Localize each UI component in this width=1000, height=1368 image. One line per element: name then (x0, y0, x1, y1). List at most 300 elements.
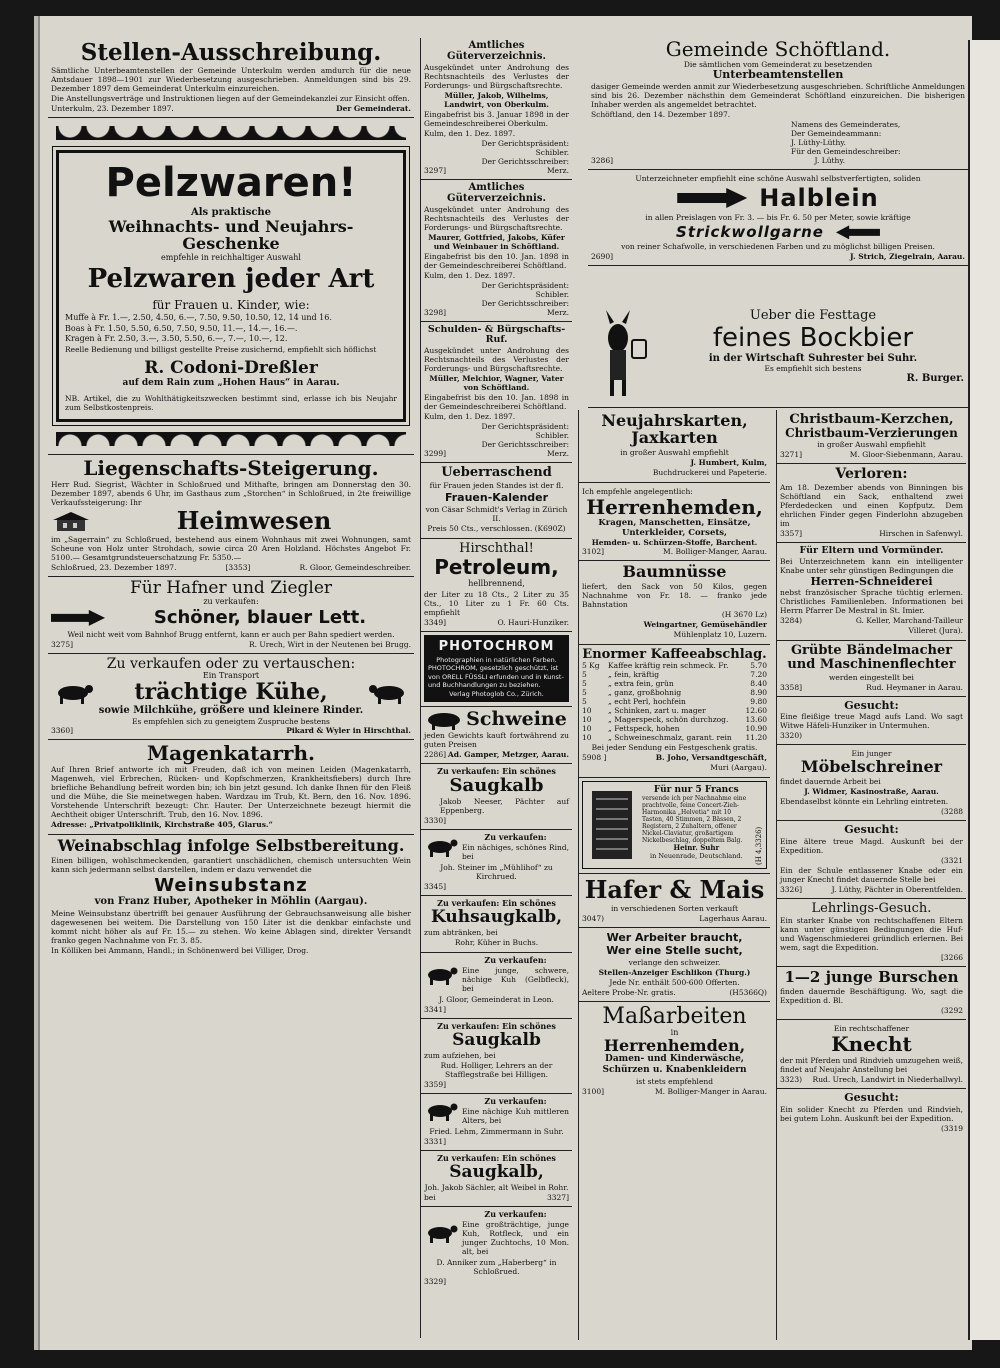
ad-number: (3288 (940, 807, 963, 817)
cow-icon (424, 1101, 458, 1121)
ad-head: Zu verkaufen: (484, 831, 547, 842)
ad-big: Unterbeamtenstellen (712, 68, 844, 81)
ad-body: in allen Preislagen von Fr. 3. — bis Fr. 6. 50 per Meter, sowie kräftige (645, 213, 911, 223)
ad-title: Magenkatarrh. (147, 740, 315, 765)
ad-rind (421, 830, 572, 897)
ad-title: Ueberraschend (441, 464, 552, 480)
price-item: „ Fettspeck, hohen (608, 724, 680, 734)
ad-body: Ausgekündet unter Androhung des Rechtsnachteils des Verlustes der Forderungs- und Bürgschaftsrechte. (424, 345, 569, 373)
price-row (582, 670, 767, 679)
ad-item: Schürzen u. Knabenkleidern (602, 1065, 747, 1076)
ad-signature: Rohr, Küher in Buchs. (454, 937, 539, 947)
ad-item: Damen- und Kinderwäsche, (605, 1054, 744, 1065)
ad-number: 2690] (591, 252, 614, 262)
ad-title: Gesucht: (844, 698, 899, 712)
ad-signature: G. Keller, Marchand-Tailleur (855, 616, 963, 626)
ad-halblein (588, 170, 968, 267)
ad-title: Gesucht: (844, 823, 899, 837)
ad-kuehe (48, 654, 414, 740)
ad-sub: empfehle in reichhaltiger Auswahl (161, 252, 301, 262)
price-value: 8.40 (750, 679, 767, 689)
ad-number: 3358] (780, 682, 803, 692)
ad-number: 3329] (424, 1277, 447, 1287)
ad-signature: Weingartner, Gemüsehändler (643, 619, 767, 629)
ad-kuhsaugkalb (421, 896, 572, 952)
ad-number: 3284) (780, 616, 803, 626)
price-table (582, 661, 767, 742)
ad-place: Schloßrued, 23. Dezember 1897. (51, 562, 177, 572)
ad-number: [3266 (940, 953, 963, 963)
ad-number: 5908 ] (582, 753, 607, 763)
ad-body: zum abtränken, bei (424, 927, 498, 937)
ad-title: Hirschthal! (459, 540, 534, 556)
ad-sub: Ein Transport (202, 671, 260, 681)
ad-big: Möbelschreiner (800, 757, 943, 777)
cow-icon (424, 837, 458, 857)
signature-name: Merz. (546, 308, 569, 317)
ad-signature: Ad. Gamper, Metzger, Aarau. (447, 750, 569, 760)
ad-big: Grübte Bändelmacher und Maschinenflechter (787, 643, 956, 673)
ad-herrenhemden (579, 483, 770, 561)
ad-body: Die sämtlichen vom Gemeinderat zu besetzenden (683, 60, 873, 69)
ad-baendelmacher (777, 641, 966, 696)
pointing-hand-icon (51, 610, 105, 626)
ad-big: trächtige Kühe, (134, 679, 328, 706)
ad-address: Adresse: „Privatpoliklinik, Kirchstraße 405, Glarus.“ (51, 819, 273, 829)
ad-title: Baumnüsse (622, 561, 727, 581)
ad-big: Saugkalb (452, 1029, 541, 1050)
ad-body: von Cäsar Schmidt's Verlag in Zürich II. (425, 504, 568, 523)
ad-signature: Joh. Steiner im „Mühlihof“ zu Kirchrued. (440, 863, 553, 882)
ad-body: Eine ältere treue Magd. Auskunft bei der Expedition. (780, 836, 963, 855)
ad-number: 3320) (780, 731, 803, 741)
ad-big: Pelzwaren jeder Art (87, 264, 375, 295)
ad-sub: hellbrennend, (468, 579, 525, 589)
ad-knecht (777, 1020, 966, 1089)
ad-title: Wer eine Stelle sucht, (606, 943, 743, 957)
ad-number: 3360] (51, 725, 74, 735)
ad-body: Die Anstellungsverträge und Instruktionen liegen auf der Gemeindekanzlei zur Einsicht offen. (51, 94, 410, 104)
ad-saugkalb-3 (421, 1151, 572, 1206)
ad-signature: B. Joho, Versandtgeschäft, (655, 753, 767, 763)
ad-number: 3286] (591, 155, 614, 165)
price-row (582, 697, 767, 706)
ad-signature: R. Gloor, Gemeindeschreiber. (299, 562, 411, 572)
price-row (582, 688, 767, 697)
ad-title: Schweine (466, 708, 567, 731)
ad-head: Zu verkaufen: Ein schönes (437, 1021, 556, 1032)
ad-title: Wer Arbeiter braucht, (606, 930, 743, 944)
ad-big: Herrenhemden, (586, 494, 763, 519)
goat-figure-icon (588, 308, 658, 400)
ad-body: der mit Pferden und Rindvieh umzugehen weiß, findet auf Neujahr Anstellung bei (780, 1056, 963, 1074)
signature-name: Schibler. (535, 290, 569, 299)
ad-signature: Rud. Heymaner in Aarau. (866, 682, 963, 692)
ad-lehrlings-gesuch (777, 899, 966, 968)
ad-note: NB. Artikel, die zu Wohlthätigkeitszwecken bestimmt sind, erlasse ich bis Neujahr zum Selbstkostenpreis. (65, 394, 397, 413)
ornament-border (56, 126, 406, 140)
ad-body: Eine nächige Kuh mittleren Alters, bei (462, 1107, 569, 1126)
ad-number: (3292 (940, 1006, 963, 1015)
price-item: Kaffee kräftig rein schmeck. Fr. (608, 661, 729, 671)
ad-big: 1—2 junge Burschen (784, 968, 959, 987)
ad-photochrom (421, 632, 572, 707)
ad-number: 3299] (424, 448, 447, 458)
ad-title: Schulden- & Bürgschafts-Ruf. (427, 324, 566, 345)
ad-big: Kuhsaugkalb, (430, 906, 562, 927)
ad-baumnuesse (579, 561, 770, 645)
ad-signature: Heinr. Suhr (673, 843, 720, 853)
ad-body: findet dauernde Arbeit bei (780, 777, 881, 787)
ad-body: Preis 50 Cts., verschlossen. (K690Z) (427, 523, 566, 533)
ad-body: in der Wirtschaft Suhrester bei Suhr. (708, 353, 918, 364)
ad-code: (H 3670 Lz) (721, 609, 767, 619)
price-item: „ extra fein, grün (608, 679, 674, 689)
ad-body: jeden Gewichts kauft fortwährend zu guten Preisen (424, 731, 569, 750)
ad-body: versende ich per Nachnahme eine prachtvolle, feine Concert-Zieh-Harmonika „Helvetia“ mit 10 Tasten, 40 Stimmen, 2 Bässen, 2 Registern, 2 Zuhaltern, offener Nickel-Claviatur, großartigem Nickelbeschlag, doppeltem Balg. (642, 795, 747, 844)
ad-item: Hemden- u. Schürzen-Stoffe, Barchent. (591, 537, 758, 547)
signature-name: Merz. (546, 448, 569, 458)
ad-saugkalb-1 (421, 764, 572, 829)
ad-signature: R. Urech, Wirt in der Neutenen bei Brugg. (248, 639, 411, 649)
ad-code: (H 4,3326) (754, 827, 763, 866)
ad-body: in verschiedenen Sorten verkauft (610, 903, 739, 913)
ad-head: Zu verkaufen: (484, 1095, 547, 1106)
ad-place: Kulm, den 1. Dez. 1897. (424, 271, 516, 280)
ad-number: 2286] (424, 750, 447, 760)
ad-signature: D. Anniker zum „Haberberg“ in Schloßrued. (436, 1258, 557, 1277)
signature-role: Der Gerichtsschreiber: (481, 157, 569, 166)
ad-big: feines Bockbier (712, 323, 914, 353)
ad-title: Liegenschafts-Steigerung. (83, 456, 379, 481)
ad-body: Auf Ihren Brief antworte ich mit Freuden, daß ich von meinen Leiden (Magenkatarrh, Magenweh, viel Erbrechen, Rücken- und Kopfschmerzen, Krankheitsfiebers) durch Ihre briefliche Behandlung befreit worden bin; ich bin jetzt gesund. Ich danke Ihnen für den Fleiß und die Mühe, die Sie meinetwegen haben. Wardzau im Trub, Kt. Bern, den 16. Nov. 1896. Vorstehende Unterschrift bezeugt: Chr. Hauter. Der Unterzeichnete bezeugt hiermit die Aechtheit obiger Unterschrift. Trub, den 16. Nov. 1896. (51, 764, 411, 819)
ad-signature: M. Bolliger-Manger in Aarau. (655, 1087, 767, 1097)
ad-body: Ausgekündet unter Androhung des Rechtsnachteils des Verlustes der Forderungs- und Bürgschaftsrechte. (424, 205, 569, 232)
price-qty: 10 (582, 715, 592, 725)
price-qty: 5 (582, 670, 587, 680)
signature-role: Der Gerichtspräsident: (481, 139, 569, 148)
ad-body: Sämtliche Unterbeamtenstellen der Gemeinde Unterkulm werden amdurch für die neue Amtsdauer 1898—1901 zur Wiederbesetzung ausgeschrieben. Anmeldungen sind bis 29. Dezember 1897 dem Gemeinderat Unterkulm einzureichen. (51, 66, 411, 94)
ad-big: Saugkalb (449, 774, 544, 796)
ad-title: Verloren: (835, 466, 908, 483)
ad-body: sowie Milchkühe, größere und kleinere Rinder. (98, 704, 364, 716)
ad-gesucht-knecht (777, 1089, 966, 1137)
ad-signature: R. Burger. (906, 373, 964, 384)
ad-hafner-ziegler (48, 577, 414, 654)
ad-title: Pelzwaren! (105, 160, 357, 207)
ad-head: Zu verkaufen: Ein schönes (437, 766, 556, 777)
ad-petroleum (421, 539, 572, 632)
ad-big: Herren-Schneiderei (810, 574, 933, 588)
ad-zuchtochs (421, 1207, 572, 1291)
ad-body: Ich empfehle angelegentlich: (582, 486, 693, 496)
price-value: 7.20 (750, 670, 767, 680)
price-item: „ echt Perl, hochfein (608, 697, 686, 707)
price-value: 13.60 (745, 715, 767, 725)
price-qty: 5 (582, 697, 587, 707)
ad-number: 3100] (582, 1087, 605, 1097)
ad-signature: Joh. Jakob Sächler, alt Weibel in Rohr. (424, 1182, 569, 1192)
ad-number: 3349] (424, 618, 447, 627)
ad-title: Jaxkarten (631, 427, 718, 447)
pointing-hand-icon (677, 188, 747, 208)
price-item: „ fein, kräftig (608, 670, 660, 680)
ad-kaffeeabschlag (579, 645, 770, 779)
ad-body: zum aufziehen, bei (424, 1050, 496, 1060)
ad-title: Christbaum-Verzierungen (785, 425, 958, 440)
ad-neujahrskarten (579, 410, 770, 483)
ad-signature: J. Lüthy, Pächter in Oberentfelden. (831, 884, 963, 894)
ad-aeltere-magd (777, 821, 966, 899)
ad-sub: Als praktische (190, 207, 272, 219)
ad-body: Bei jeder Sendung ein Festgeschenk gratis. (591, 743, 758, 753)
ad-signature: Der Gemeinderat. (336, 104, 411, 114)
price-qty: 5 Kg (582, 661, 600, 671)
ornament-border (56, 432, 406, 446)
ad-number: 3298] (424, 308, 447, 317)
ad-weinabschlag (48, 835, 414, 960)
ad-big: Strickwollgarne (676, 223, 824, 242)
ad-hafer-mais (579, 874, 770, 927)
signature-role: Der Gerichtsschreiber: (481, 439, 569, 449)
price-row (582, 706, 767, 715)
ad-kuh-mittleren-alters (421, 1094, 572, 1152)
price-item: „ ganz, großbohnig (608, 688, 682, 698)
ad-body: Ein starker Knabe von rechtschaffenen Eltern kann unter günstigen Bedingungen die Huf- und Wagenschmiederei gründlich erlernen. Bei wem, sagt die Expedition. (780, 916, 963, 953)
ad-number: 3102] (582, 546, 605, 556)
ad-signature: Hirschen in Safenwyl. (879, 528, 963, 538)
ad-name: Müller, Melchior, Wagner, Vater von Schöftland. (429, 373, 564, 392)
ad-title: Amtliches Güterverzeichnis. (447, 40, 546, 62)
ad-head: Zu verkaufen: Ein schönes (437, 1153, 556, 1164)
ad-number: [3353] (225, 562, 251, 572)
column-1 (48, 38, 414, 1338)
ad-number: 3330] (424, 815, 447, 825)
ad-sub: von Franz Huber, Apotheker in Möhlin (Aargau). (94, 896, 368, 908)
ad-body: Stellen-Anzeiger Eschlikon (Thurg.) (598, 967, 751, 977)
ad-junge-burschen (777, 967, 966, 1020)
ad-title: Hafer & Mais (584, 875, 765, 905)
price-item: „ Schweineschmalz, garant. rein (608, 733, 732, 743)
ad-item: Unterkleider, Corsets, (621, 527, 728, 538)
ad-body: Es empfehlen sich zu geneigtem Zuspruche bestens (132, 716, 330, 726)
ad-signature: Lagerhaus Aarau. (699, 913, 767, 923)
ad-title: Christbaum-Kerzchen, (789, 412, 954, 427)
ad-big: Heimwesen (176, 506, 332, 536)
ad-big: Petroleum, (434, 555, 559, 580)
ad-signature: Fried. Lehm, Zimmermann in Suhr. (429, 1127, 564, 1137)
price-value: 9.80 (750, 697, 767, 707)
ad-kuh-gelbfleck (421, 953, 572, 1020)
ad-signature: Mühlenplatz 10, Luzern. (673, 629, 767, 639)
ad-big: Halblein (759, 183, 879, 212)
ad-number: 3357] (780, 528, 803, 538)
cow-icon (424, 1223, 458, 1243)
ad-number: 3047) (582, 913, 605, 923)
ad-body: Eingabefrist bis 3. Januar 1898 in der Gemeindeschreiberei Oberkulm. (424, 110, 569, 128)
house-icon (51, 510, 91, 532)
ad-christbaum (777, 410, 966, 464)
ad-body: Eine junge, schwere, nächige Kuh (Gelbfleck), bei (462, 966, 569, 994)
ad-signature: Buchdruckerei und Papeterie. (652, 467, 767, 477)
ad-body: Ein nächiges, schönes Rind, bei (462, 843, 569, 862)
ad-body: Ein rechtschaffener (833, 1024, 910, 1033)
ad-massarbeiten (579, 1002, 770, 1100)
ad-gueterverzeichnis-1 (421, 38, 572, 180)
ad-title: Zu verkaufen oder zu vertauschen: (106, 655, 356, 672)
ad-body: PHOTOCHROM, gesetzlich geschützt, ist von ORELL FÜSSLI erfunden und in Kunst- und Buchhandlungen zu beziehen. (428, 664, 564, 690)
price-row (582, 733, 767, 742)
ad-body: nebst französischer Sprache tüchtig erlernen. Christliches Familienleben. Informationen bei Herrn Pfarrer De Mestral in St. Imier. (780, 588, 963, 616)
newspaper-page (38, 16, 972, 1350)
ad-title: Neujahrskarten, (601, 411, 748, 430)
ad-body: Aeltere Probe-Nr. gratis. (582, 987, 676, 997)
cow-icon (424, 965, 458, 985)
ad-place: Kulm, den 1. Dez. 1897. (424, 411, 516, 421)
ad-gueterverzeichnis-2 (421, 180, 572, 322)
ad-harmonika (579, 778, 770, 874)
signature-name: Merz. (546, 166, 569, 175)
ad-number: 3271] (780, 450, 803, 460)
ad-body: Weil nicht weit vom Bahnhof Brugg entfernt, kann er auch per Bahn spediert werden. (67, 629, 395, 639)
ad-title: Enormer Kaffeeabschlag. (582, 646, 767, 662)
ad-signature: J. Gloor, Gemeinderat in Leon. (439, 995, 554, 1005)
ad-number: 3359] (424, 1079, 447, 1089)
ad-body: von reiner Schafwolle, in verschiedenen Farben und zu möglichst billigen Preisen. (621, 242, 935, 252)
ad-number: 3297] (424, 166, 447, 175)
ad-body: Einen billigen, wohlschmeckenden, garantiert unschädlichen, chemisch untersuchten Wein kann sich jedermann selbst darstellen, indem er dazu verwendet die (51, 855, 411, 874)
ad-signature: Muri (Aargau). (710, 763, 767, 773)
ad-body: Ausgekündet unter Androhung des Rechtsnachteils des Verlustes der Forderungs- und Bürgschaftsrechte. (424, 63, 569, 90)
ad-body: in großer Auswahl empfiehlt (620, 447, 729, 457)
ad-title: Gemeinde Schöftland. (665, 37, 891, 61)
ad-depots: In Kölliken bei Ammann, Handl.; in Schönenwerd bei Villiger, Drog. (51, 946, 309, 956)
ad-head: Zu verkaufen: (484, 954, 547, 965)
ad-number: 3275] (51, 639, 74, 649)
ad-stellen-anzeiger (579, 928, 770, 1002)
ad-body: Eine fleißige treue Magd aufs Land. Wo sagt Witwe Häfeli-Hunziker in Untermuhen. (780, 712, 963, 731)
ad-big: Knecht (831, 1032, 912, 1056)
ad-body: Unterzeichneter empfiehlt eine schöne Auswahl selbstverfertigten, soliden (635, 173, 921, 183)
price-item: „ Magerspeck, schön durchzog. (608, 715, 729, 725)
ad-body: verlange den schweizer. (628, 957, 721, 967)
ad-number: 3323) (780, 1075, 803, 1084)
ad-signature: Pikard & Wyler in Hirschthal. (286, 725, 411, 735)
ad-signature: Villeret (Jura). (908, 626, 963, 636)
ad-number: 3327] (546, 1192, 569, 1202)
ad-big: Schöner, blauer Lett. (153, 607, 367, 629)
ad-title: Stellen-Ausschreibung. (80, 39, 382, 66)
ad-body: für Frauen jeden Standes ist der fl. (429, 480, 564, 490)
ad-big: Frauen-Kalender (444, 490, 549, 504)
ad-magenkatarrh (48, 740, 414, 835)
price-value: 5.70 (750, 661, 767, 671)
ad-schuldenruf (421, 322, 572, 463)
ad-signature: O. Hauri-Hunziker. (497, 618, 569, 627)
ad-body: der Liter zu 18 Cts., 2 Liter zu 35 Cts., 10 Liter zu 1 Fr. 60 Cts. empfiehlt (424, 590, 569, 617)
price-qty: 5 (582, 688, 587, 698)
ad-body: dasiger Gemeinde werden anmit zur Wiederbesetzung ausgeschrieben. Schriftliche Anmeldungen sind bis 26. Dezember nächsthin dem Gemeinderat Schöftland einzureichen. Die bisherigen Inhaber werden als angemeldet betrachtet. (591, 81, 965, 109)
price-qty: 5 (582, 679, 587, 689)
cow-icon (367, 681, 411, 705)
cow-icon (51, 681, 95, 705)
signature-name: Schibler. (535, 430, 569, 440)
ad-sub: zu verkaufen: (203, 597, 259, 607)
ad-body: Reelle Bedienung und billigst gestellte Preise zusichernd, empfiehlt sich höflichst (65, 344, 377, 354)
ad-sub: in (670, 1028, 679, 1038)
price-value: 11.20 (745, 733, 767, 743)
ad-sub: für Frauen u. Kinder, wie: (152, 297, 310, 312)
ad-body: Herr Rud. Siegrist, Wächter in Schloßrued und Mithafte, bringen am Donnerstag den 30. Dezember 1897, abends 6 Uhr, im Gasthaus zum „Storchen“ in Schloßrued, in 2te freiwillige Verkaufssteigerung: Ihr (51, 480, 411, 508)
ad-signature: M. Gloor-Siebenmann, Aarau. (849, 450, 963, 460)
signature-name: J. Lüthy-Lüthy. (791, 137, 846, 147)
price-line: Kragen à Fr. 2.50, 3.—, 3.50, 5.50, 6.—, 7.—, 10.—, 12. (65, 334, 288, 344)
signature-role: Der Gerichtspräsident: (481, 421, 569, 431)
ad-body: Ein junger (851, 749, 892, 759)
ad-signature: Rud. Holliger, Lehrers an der Stafflegstraße bei Hilligen. (440, 1060, 553, 1079)
price-row (582, 724, 767, 733)
price-row (582, 715, 767, 724)
ad-body: Ein solider Knecht zu Pferden und Rindvieh, bei gutem Lohn. Auskunft bei der Expedition. (780, 1104, 963, 1123)
ad-body: ist stets empfehlend (635, 1077, 714, 1087)
ad-title: Amtliches Güterverzeichnis. (447, 182, 546, 204)
ad-place: Kulm, den 1. Dez. 1897. (424, 129, 516, 138)
ad-magd (777, 697, 966, 746)
price-line: Boas à Fr. 1.50, 5.50, 6.50, 7.50, 9.50, 11.—, 14.—, 16.—. (65, 323, 298, 333)
ad-big: Herrenhemden, (603, 1035, 746, 1055)
page-edge (968, 40, 1000, 1340)
ad-number: 3331] (424, 1137, 447, 1147)
ad-stellen-ausschreibung (48, 38, 414, 118)
price-row (582, 679, 767, 688)
ad-place: Schöftland, den 14. Dezember 1897. (591, 109, 731, 119)
price-row (582, 661, 767, 670)
ad-title: Maßarbeiten (602, 1003, 747, 1029)
ad-gemeinde-schoeftland (588, 36, 968, 170)
ad-frauen-kalender (421, 463, 572, 539)
ad-body: Eingabefrist bis den 10. Jan. 1898 in der Gemeindeschreiberei Schöftland. (424, 252, 569, 270)
signature-role: Der Gerichtspräsident: (481, 281, 569, 290)
signature-role: Namens des Gemeinderates, (791, 119, 901, 129)
ad-number: (3319 (940, 1123, 963, 1133)
signature-role: Der Gemeindeammann: (791, 128, 882, 138)
ad-body: Meine Weinsubstanz übertrifft bei genauer Ausführung der Gebrauchsanweisung alle bisher dagewesenen bei weitem. Die Darstellung von 150 Liter ist die denkbar einfachste und kommt nicht höher als auf Fr. 15.— zu stehen. Wo keine Ablagen sind, direkter Versandt franko gegen Nachnahme von Fr. 3. 85. (51, 909, 411, 946)
price-value: 12.60 (745, 706, 767, 716)
price-qty: 10 (582, 733, 592, 743)
ad-head: Zu verkaufen: Ein schönes (437, 898, 556, 909)
pig-icon (424, 710, 464, 730)
signature-role: Der Gerichtsschreiber: (481, 299, 569, 308)
price-qty: 10 (582, 724, 592, 734)
ad-body: Eine großträchtige, junge Kuh, Rotfleck, und ein junger Zuchtochs, 10 Mon. alt, bei (462, 1220, 569, 1257)
ad-signature: in Neuenrade, Deutschland. (650, 851, 743, 860)
ad-liegenschafts-steigerung (48, 455, 414, 576)
ad-pelzwaren (48, 118, 414, 455)
ad-big: Weinsubstanz (154, 874, 308, 896)
signature-role: Für den Gemeindeschreiber: (791, 146, 901, 156)
ad-body: finden dauernde Beschäftigung. Wo, sagt die Expedition d. Bl. (780, 987, 963, 1005)
ad-number: 3326] (780, 884, 803, 894)
price-qty: 10 (582, 706, 592, 716)
ad-title: Lehrlings-Gesuch. (811, 900, 932, 916)
ad-body: liefert, den Sack von 50 Kilos, gegen Nachnahme von Fr. 18. — franko jede Bahnstation (582, 581, 767, 609)
ad-body: Ein der Schule entlassener Knabe oder ein junger Knecht findet dauernde Stelle bei (780, 865, 963, 884)
ad-item: Kragen, Manschetten, Einsätze, (598, 517, 751, 528)
ad-title: PHOTOCHROM (438, 639, 555, 654)
ad-body: in großer Auswahl empfiehlt (817, 440, 926, 450)
ad-body: im „Sagerrain“ zu Schloßrued, bestehend aus einem Wohnhaus mit zwei Wohnungen, samt Scheune von Holz unter Strohdach, sowie circa 20 Aren Holzland. Höchstes Angebot Fr. 5100.— Gesamtgrundsteuerschatzung Fr. 5350.— (51, 534, 411, 562)
ad-signature: J. Humbert, Kulm, (690, 457, 767, 467)
